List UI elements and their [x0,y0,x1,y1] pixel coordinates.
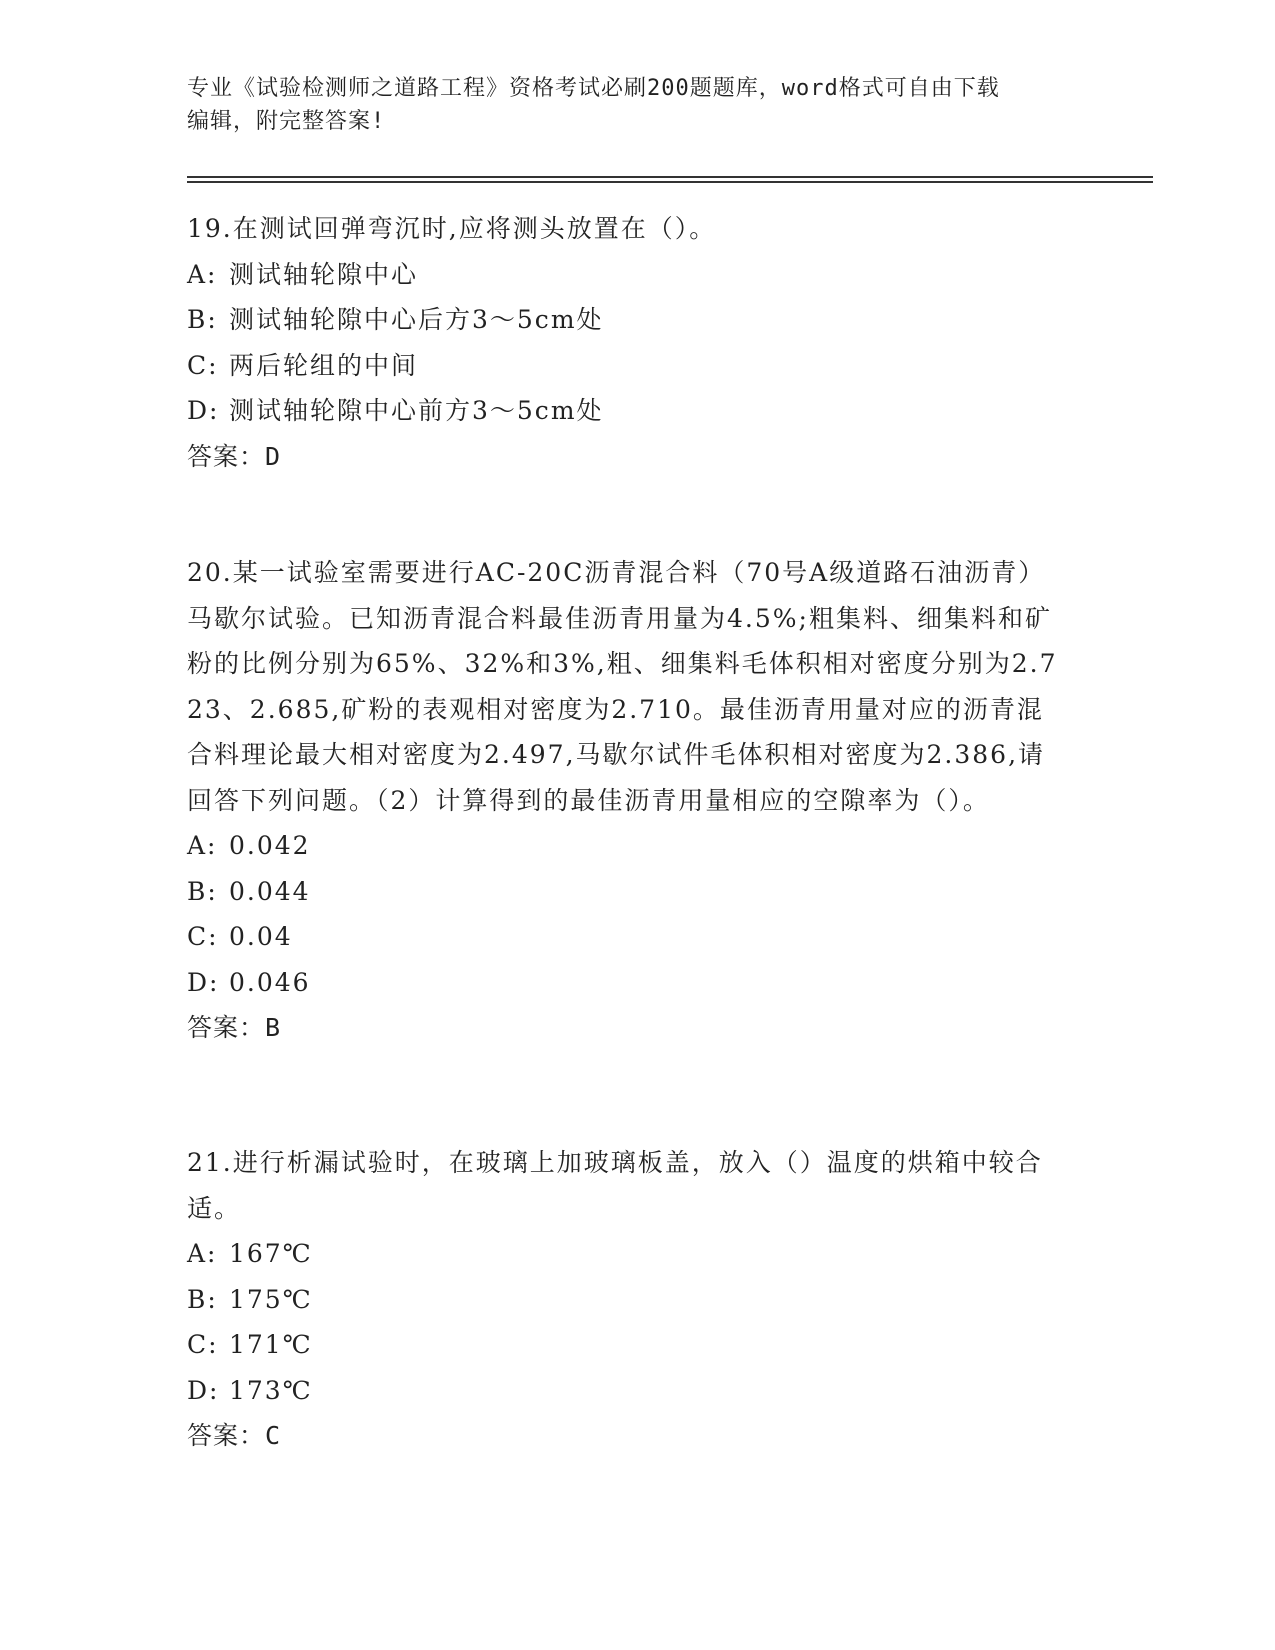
option-c [187,914,1067,960]
question-stem: 20.某一试验室需要进行AC-20C沥青混合料（70号A级道路石油沥青）马歇尔试验。已知沥青混合料最佳沥青用量为4.5%;粗集料、细集料和矿粉的比例分别为65%、32%和3%,粗、细集料毛体积相对密度分别为2.723、2.685,矿粉的表观相对密度为2.710。最佳沥青用量对应的沥青混合料理论最大相对密度为2.497,马歇尔试件毛体积相对密度为2.386,请回答下列问题。（2）计算得到的最佳沥青用量相应的空隙率为（）。 [187,558,1058,815]
option-text: 0.04 [229,922,293,951]
option-text: 0.042 [229,831,311,860]
answer: 答案：C [187,1421,282,1450]
option-text: 173℃ [229,1375,313,1405]
header-line-2: 编辑，附完整答案! [187,109,386,134]
option-b [187,869,1067,915]
option-c [187,343,1067,389]
option-a [187,1231,1067,1277]
question-stem: 19.在测试回弹弯沉时,应将测头放置在（）。 [187,214,717,243]
option-d [187,1368,1067,1414]
option-key: A: [187,831,218,860]
answer: 答案：D [187,441,282,471]
option-text: 167℃ [229,1239,313,1268]
option-key: B: [187,1284,218,1314]
answer: 答案：B [187,1013,282,1042]
option-key: C: [187,350,219,380]
option-text: 测试轴轮隙中心后方3～5cm处 [229,305,604,334]
option-text: 171℃ [229,1330,313,1359]
option-d [187,960,1067,1006]
option-key: A: [187,1239,218,1268]
header-divider-bottom [187,181,1153,183]
option-d [187,388,1067,434]
option-text: 0.044 [229,876,311,906]
option-key: C: [187,1330,219,1359]
option-a [187,252,1067,298]
header-line-1: 专业《试验检测师之道路工程》资格考试必刷200题题库，word格式可自由下载 [187,76,1000,101]
option-text: 0.046 [229,967,311,997]
option-text: 测试轴轮隙中心 [229,259,419,289]
option-key: C: [187,922,219,951]
question-19 [187,206,1067,479]
header-divider-top [187,176,1153,178]
option-key: B: [187,876,218,906]
option-b [187,297,1067,343]
option-a [187,823,1067,869]
option-key: A: [187,259,218,289]
option-c [187,1322,1067,1368]
option-text: 测试轴轮隙中心前方3～5cm处 [229,396,604,425]
option-text: 两后轮组的中间 [229,350,419,380]
option-key: D: [187,1375,220,1405]
question-stem: 21.进行析漏试验时，在玻璃上加玻璃板盖，放入（）温度的烘箱中较合适。 [187,1148,1043,1223]
option-text: 175℃ [229,1284,313,1314]
option-key: D: [187,396,220,425]
option-key: B: [187,305,218,334]
question-21 [187,1140,1067,1459]
question-20 [187,550,1067,1051]
option-key: D: [187,967,220,997]
option-b [187,1277,1067,1323]
document-header [187,72,1067,138]
